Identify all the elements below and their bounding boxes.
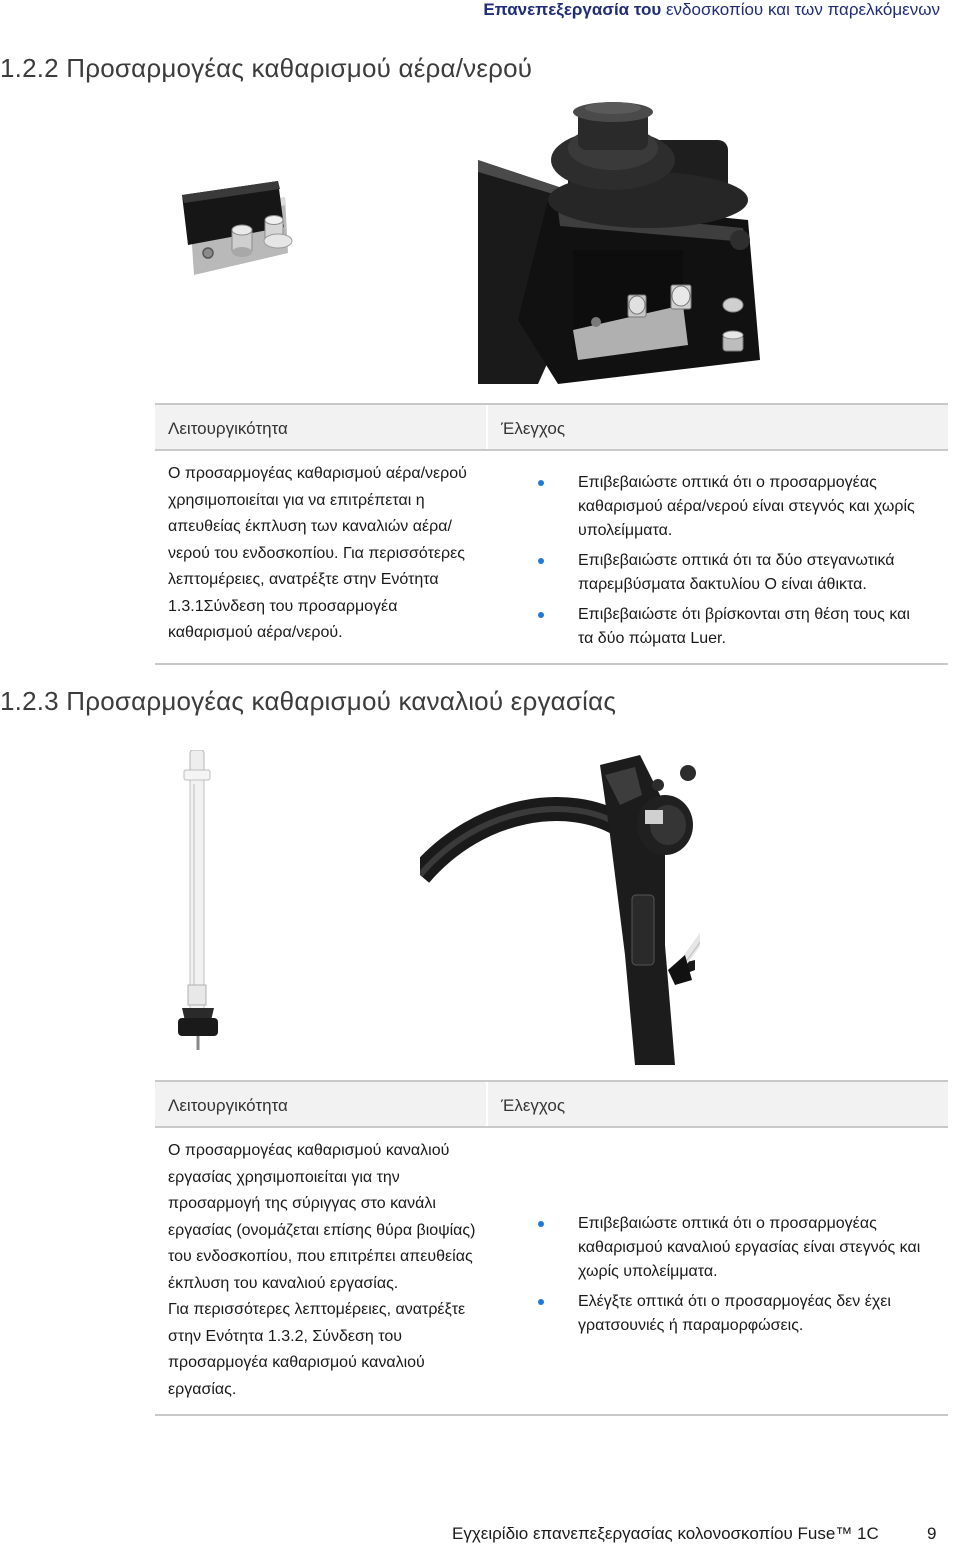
check-item [578, 603, 948, 651]
column-header-functionality: Λειτουργικότητα [155, 1082, 488, 1126]
column-header-check: Έλεγχος [501, 1096, 566, 1115]
functionality-text: Ο προσαρμογέας καθαρισμού καναλιού εργασίας χρησιμοποιείται για την προσαρμογή της σύριγγας στο κανάλι εργασίας (ονομάζεται επίσης θύρα βιοψίας) του ενδοσκοπίου, που επιτρέπει απευθείας έκπλυση του καναλιού εργασίας. [168, 1142, 476, 1292]
functionality-text: Ο προσαρμογέας καθαρισμού αέρα/νερού χρησιμοποιείται για να επιτρέπεται η απευθείας έκπλυση των καναλιών αέρα/νερού του ενδοσκοπίου. Για περισσότερες λεπτομέρειες, ανατρέξτε στην Ενότητα 1.3.1Σύνδεση του προσαρμογέα καθαρισμού αέρα/νερού. [168, 465, 467, 641]
page-number: 9 [927, 1524, 937, 1543]
functionality-text: Για περισσότερες λεπτομέρειες, ανατρέξτε στην Ενότητα 1.3.2, Σύνδεση του προσαρμογέα καθαρισμού καναλιού εργασίας. [168, 1301, 466, 1398]
footer-title: Εγχειρίδιο επανεπεξεργασίας κολονοσκοπίου Fuse™ 1C [452, 1524, 879, 1543]
section-title-working-channel: 1.2.3 Προσαρμογέας καθαρισμού καναλιού εργασίας [0, 686, 617, 716]
check-item-text: Ελέγξτε οπτικά ότι ο προσαρμογέας δεν έχει γρατσουνιές ή παραμορφώσεις. [578, 1293, 891, 1334]
check-item-text: Επιβεβαιώστε οπτικά ότι ο προσαρμογέας καθαρισμού καναλιού εργασίας είναι στεγνός και χωρίς υπολείμματα. [578, 1215, 921, 1280]
working-channel-adapter-image [170, 750, 230, 1050]
page-footer [452, 1524, 937, 1544]
check-item-text: Επιβεβαιώστε οπτικά ότι τα δύο στεγανωτικά παρεμβύσματα δακτυλίου O είναι άθικτα. [578, 552, 895, 593]
check-item-text: Επιβεβαιώστε ότι βρίσκονται στη θέση τους και τα δύο πώματα Luer. [578, 606, 910, 647]
check-item [578, 471, 948, 543]
endoscope-handle-air-water-image [478, 100, 760, 384]
running-header-rest: ενδοσκοπίου και των παρελκόμενων [661, 0, 940, 19]
section-title-air-water: 1.2.2 Προσαρμογέας καθαρισμού αέρα/νερού [0, 53, 533, 83]
check-item [578, 549, 948, 597]
bullet-icon [538, 480, 544, 486]
table-working-channel-adapter [155, 1080, 948, 1416]
functionality-cell [155, 1128, 488, 1414]
check-item [578, 1212, 948, 1284]
bullet-icon [538, 1221, 544, 1227]
check-list [578, 1128, 948, 1338]
running-header [483, 0, 940, 26]
check-item [578, 1290, 948, 1338]
running-header-bold: Επανεπεξεργασία του [483, 0, 662, 19]
air-water-adapter-image [170, 175, 310, 300]
bullet-icon [538, 612, 544, 618]
table-header-row [155, 405, 948, 451]
check-cell [488, 451, 948, 663]
column-header-check: Έλεγχος [501, 419, 566, 438]
functionality-cell [155, 451, 488, 663]
check-list [578, 451, 948, 651]
table-air-water-adapter [155, 403, 948, 665]
check-item-text: Επιβεβαιώστε οπτικά ότι ο προσαρμογέας καθαρισμού αέρα/νερού είναι στεγνός και χωρίς υπολείμματα. [578, 474, 915, 539]
table-row [155, 1128, 948, 1414]
endoscope-working-channel-image [420, 745, 700, 1065]
bullet-icon [538, 558, 544, 564]
table-header-row [155, 1082, 948, 1128]
check-cell [488, 1128, 948, 1414]
column-header-functionality: Λειτουργικότητα [155, 405, 488, 449]
bullet-icon [538, 1299, 544, 1305]
table-row [155, 451, 948, 663]
